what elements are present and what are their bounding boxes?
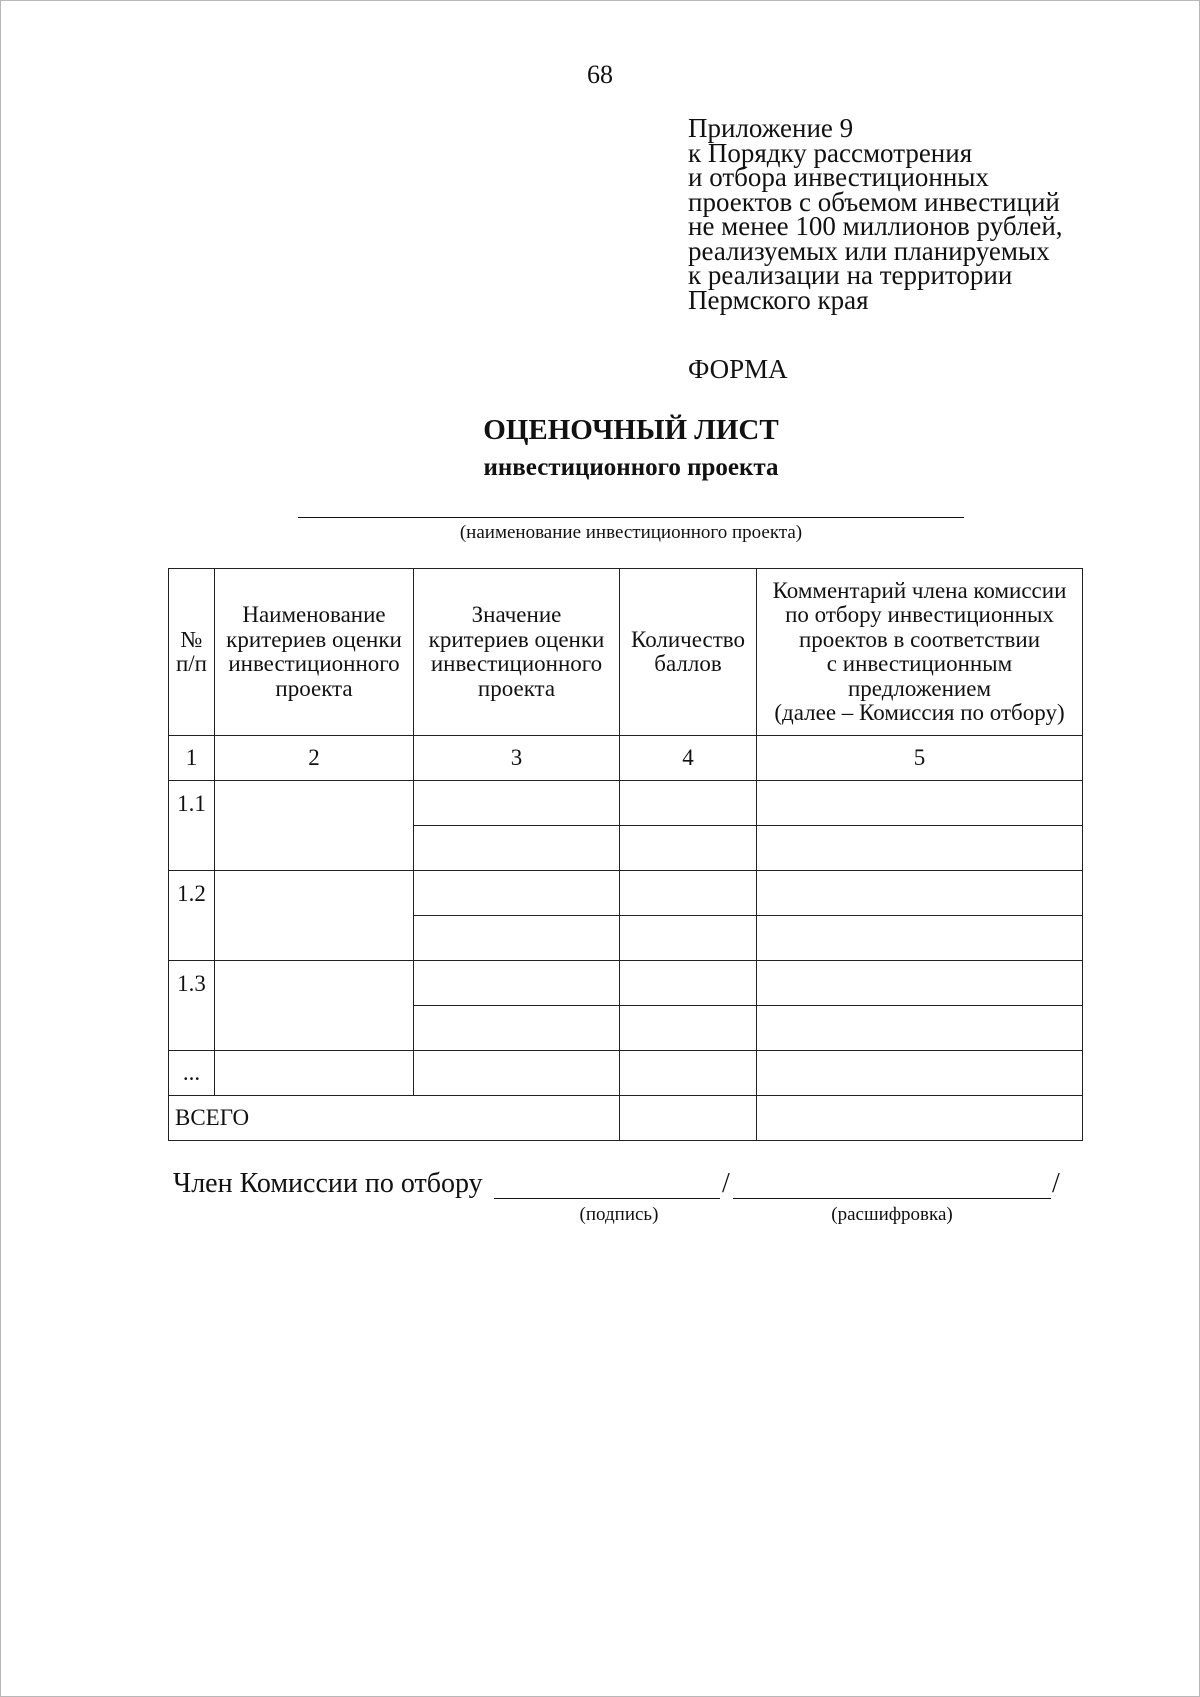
project-name-caption: (наименование инвестиционного проекта) <box>459 522 803 543</box>
criteria-value-cell[interactable] <box>414 1051 620 1096</box>
score-cell[interactable] <box>620 961 757 1006</box>
total-comment-cell[interactable] <box>757 1096 1083 1141</box>
appendix-reference <box>688 113 1108 315</box>
row-number: ... <box>169 1051 215 1096</box>
appendix-line: Пермского края <box>688 284 869 315</box>
appendix-line: к Порядку рассмотрения <box>688 137 973 168</box>
header-num <box>169 569 215 736</box>
criteria-name-cell[interactable] <box>215 871 414 961</box>
row-number: 1.2 <box>169 871 215 961</box>
signature-separator: / <box>1052 1168 1060 1199</box>
appendix-line: проектов с объемом инвестиций <box>688 186 1060 217</box>
document-title: ОЦЕНОЧНЫЙ ЛИСТ <box>483 414 779 446</box>
table-row <box>169 871 1083 916</box>
row-number: 1.1 <box>169 781 215 871</box>
header-line: критериев оценки <box>428 626 605 652</box>
header-criteria-name <box>215 569 414 736</box>
name-decode-caption: (расшифровка) <box>831 1204 953 1225</box>
table-header-row <box>169 569 1083 736</box>
header-line: инвестиционного <box>430 651 603 676</box>
criteria-value-cell[interactable] <box>414 781 620 826</box>
header-line: по отбору инвестиционных <box>785 602 1054 627</box>
header-line: проекта <box>477 675 556 701</box>
header-line: инвестиционного <box>228 651 400 676</box>
comment-cell[interactable] <box>757 1006 1083 1051</box>
document-subtitle: инвестиционного проекта <box>483 454 779 481</box>
total-score-cell[interactable] <box>620 1096 757 1141</box>
table-row <box>169 781 1083 826</box>
appendix-line: Приложение 9 <box>688 113 854 143</box>
total-row <box>169 1096 1083 1141</box>
criteria-value-cell[interactable] <box>414 871 620 916</box>
header-line: № <box>180 626 203 652</box>
comment-cell[interactable] <box>757 871 1083 916</box>
header-score <box>620 569 757 736</box>
signature-separator: / <box>722 1168 730 1199</box>
form-label: ФОРМА <box>688 354 788 384</box>
appendix-line: реализуемых или планируемых <box>688 235 1050 266</box>
header-line: Количество <box>631 626 745 652</box>
header-line: (далее – Комиссия по отбору) <box>774 700 1065 725</box>
score-cell[interactable] <box>620 1051 757 1096</box>
score-cell[interactable] <box>620 871 757 916</box>
header-line: Значение <box>471 602 562 627</box>
total-label: ВСЕГО <box>169 1096 620 1141</box>
comment-cell[interactable] <box>757 826 1083 871</box>
name-decode-field[interactable] <box>733 1198 1051 1199</box>
signature-field[interactable] <box>494 1198 720 1199</box>
table-row <box>169 1051 1083 1096</box>
signature-label: Член Комиссии по отбору <box>173 1168 483 1199</box>
comment-cell[interactable] <box>757 781 1083 826</box>
signature-caption: (подпись) <box>579 1204 659 1225</box>
criteria-value-cell[interactable] <box>414 1006 620 1051</box>
comment-cell[interactable] <box>757 1051 1083 1096</box>
appendix-line: не менее 100 миллионов рублей, <box>688 211 1063 241</box>
column-number: 1 <box>169 736 215 781</box>
column-number: 2 <box>215 736 414 781</box>
criteria-name-cell[interactable] <box>215 1051 414 1096</box>
evaluation-table <box>168 568 1083 1141</box>
score-cell[interactable] <box>620 916 757 961</box>
header-line: проекта <box>275 675 353 701</box>
header-comment <box>757 569 1083 736</box>
header-line: предложением <box>848 675 991 701</box>
criteria-name-cell[interactable] <box>215 961 414 1051</box>
criteria-name-cell[interactable] <box>215 781 414 871</box>
criteria-value-cell[interactable] <box>414 961 620 1006</box>
criteria-value-cell[interactable] <box>414 916 620 961</box>
header-line: критериев оценки <box>226 626 402 652</box>
column-numbers-row <box>169 736 1083 781</box>
header-line: п/п <box>175 651 207 676</box>
comment-cell[interactable] <box>757 961 1083 1006</box>
row-number: 1.3 <box>169 961 215 1051</box>
score-cell[interactable] <box>620 1006 757 1051</box>
appendix-line: к реализации на территории <box>688 260 1013 290</box>
header-line: с инвестиционным <box>826 651 1013 676</box>
appendix-line: и отбора инвестиционных <box>688 162 989 192</box>
comment-cell[interactable] <box>757 916 1083 961</box>
header-line: баллов <box>654 651 722 676</box>
column-number: 4 <box>620 736 757 781</box>
score-cell[interactable] <box>620 826 757 871</box>
header-line: Наименование <box>242 602 386 627</box>
criteria-value-cell[interactable] <box>414 826 620 871</box>
project-name-field[interactable] <box>298 517 964 518</box>
header-line: проектов в соответствии <box>798 626 1041 652</box>
page-number: 68 <box>587 60 613 89</box>
column-number: 3 <box>414 736 620 781</box>
header-criteria-value <box>414 569 620 736</box>
table-row <box>169 961 1083 1006</box>
score-cell[interactable] <box>620 781 757 826</box>
header-line: Комментарий члена комиссии <box>772 577 1067 603</box>
column-number: 5 <box>757 736 1083 781</box>
